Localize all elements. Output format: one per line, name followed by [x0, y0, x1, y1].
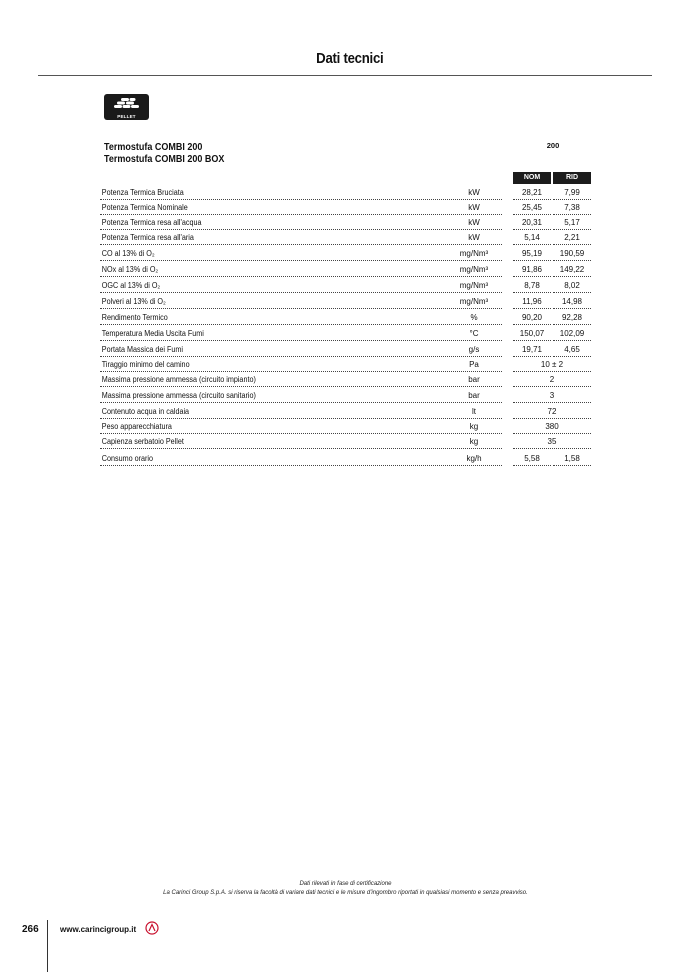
value-combined: 72 — [513, 405, 591, 419]
product-name-2: Termostufa COMBI 200 BOX — [104, 154, 225, 165]
value-rid: 149,22 — [553, 263, 591, 277]
value-combined: 3 — [513, 389, 591, 403]
page-title: Dati tecnici — [315, 50, 383, 67]
pellet-badge — [104, 94, 149, 120]
table-row — [0, 389, 691, 404]
table-row — [0, 420, 691, 435]
value-nom: 11,96 — [513, 295, 551, 309]
title-divider — [38, 75, 652, 76]
value-nom: 20,31 — [513, 216, 551, 230]
value-nom: 5,58 — [513, 452, 551, 466]
param-label: OGC al 13% di O₂ — [100, 279, 502, 293]
param-label: Polveri al 13% di O₂ — [100, 295, 502, 309]
value-nom: 28,21 — [513, 186, 551, 200]
table-row — [0, 231, 691, 246]
param-label: Consumo orario — [100, 452, 502, 466]
param-unit: % — [470, 313, 478, 322]
value-rid: 2,21 — [553, 231, 591, 245]
value-rid: 14,98 — [553, 295, 591, 309]
value-rid: 190,59 — [553, 247, 591, 261]
param-unit: kW — [468, 203, 480, 212]
table-row — [0, 452, 691, 467]
value-rid: 5,17 — [553, 216, 591, 230]
table-row — [0, 295, 691, 310]
param-label: Contenuto acqua in caldaia — [100, 405, 502, 419]
param-unit: kW — [468, 218, 480, 227]
param-label: NOx al 13% di O₂ — [100, 263, 502, 277]
table-row — [0, 201, 691, 216]
table-row — [0, 373, 691, 388]
param-label: Peso apparecchiatura — [100, 420, 502, 434]
value-combined: 380 — [513, 420, 591, 434]
model-code: 200 — [546, 141, 560, 150]
table-row — [0, 263, 691, 278]
pellet-label: PELLET — [117, 114, 136, 119]
table-row — [0, 279, 691, 294]
param-label: Massima pressione ammessa (circuito sanitario) — [100, 389, 502, 403]
param-unit: lt — [472, 407, 476, 416]
website-link[interactable]: www.carincigroup.it — [60, 925, 137, 934]
param-label: Potenza Termica Bruciata — [100, 186, 502, 200]
param-unit: mg/Nm³ — [459, 297, 489, 306]
footer-note-certification: Dati rilevati in fase di certificazione — [299, 881, 392, 887]
value-rid: 4,65 — [553, 343, 591, 357]
value-nom: 19,71 — [513, 343, 551, 357]
value-nom: 90,20 — [513, 311, 551, 325]
param-unit: bar — [468, 375, 480, 384]
value-nom: 91,86 — [513, 263, 551, 277]
param-unit: mg/Nm³ — [459, 265, 489, 274]
param-label: Rendimento Termico — [100, 311, 502, 325]
table-row — [0, 186, 691, 201]
value-nom: 8,78 — [513, 279, 551, 293]
value-nom: 95,19 — [513, 247, 551, 261]
table-row — [0, 405, 691, 420]
value-rid: 92,28 — [553, 311, 591, 325]
param-unit: kg/h — [466, 454, 482, 463]
param-unit: kg — [469, 437, 479, 446]
value-nom: 5,14 — [513, 231, 551, 245]
param-unit: g/s — [468, 345, 480, 354]
value-rid: 7,99 — [553, 186, 591, 200]
value-combined: 2 — [513, 373, 591, 387]
table-row — [0, 216, 691, 231]
table-row — [0, 311, 691, 326]
param-unit: kW — [468, 188, 480, 197]
table-row — [0, 435, 691, 450]
param-unit: bar — [468, 391, 480, 400]
param-label: Potenza Termica Nominale — [100, 201, 502, 215]
param-label: Massima pressione ammessa (circuito impianto) — [100, 373, 502, 387]
param-unit: kW — [468, 233, 480, 242]
value-rid: 1,58 — [553, 452, 591, 466]
value-nom: 25,45 — [513, 201, 551, 215]
carinci-logo-icon — [145, 921, 159, 935]
column-header-nom: NOM — [513, 172, 551, 184]
product-name-1: Termostufa COMBI 200 — [104, 142, 203, 153]
column-header-rid: RID — [553, 172, 591, 184]
param-unit: kg — [469, 422, 479, 431]
param-label: Tiraggio minimo del camino — [100, 358, 502, 372]
param-unit: Pa — [469, 360, 479, 369]
value-nom: 150,07 — [513, 327, 551, 341]
param-label: Capienza serbatoio Pellet — [100, 435, 502, 449]
footer-note-disclaimer: La Carinci Group S.p.A. si riserva la facoltà di variare dati tecnici e le misure d'ingombro riportati in qualsiasi momento e senza preavviso. — [163, 890, 528, 896]
param-label: Portata Massica dei Fumi — [100, 343, 502, 357]
param-unit: mg/Nm³ — [459, 281, 489, 290]
param-unit: mg/Nm³ — [459, 249, 489, 258]
page-number: 266 — [22, 924, 39, 935]
value-rid: 7,38 — [553, 201, 591, 215]
table-row — [0, 343, 691, 358]
param-label: Temperatura Media Uscita Fumi — [100, 327, 502, 341]
footer-divider — [47, 920, 48, 972]
param-label: Potenza Termica resa all'aria — [100, 231, 502, 245]
value-combined: 10 ± 2 — [513, 358, 591, 372]
table-row — [0, 247, 691, 262]
table-row — [0, 327, 691, 342]
pellet-icon — [112, 96, 141, 112]
table-row — [0, 358, 691, 373]
value-combined: 35 — [513, 435, 591, 449]
value-rid: 102,09 — [553, 327, 591, 341]
param-label: CO al 13% di O₂ — [100, 247, 502, 261]
param-label: Potenza Termica resa all'acqua — [100, 216, 502, 230]
param-unit: °C — [469, 329, 479, 338]
value-rid: 8,02 — [553, 279, 591, 293]
